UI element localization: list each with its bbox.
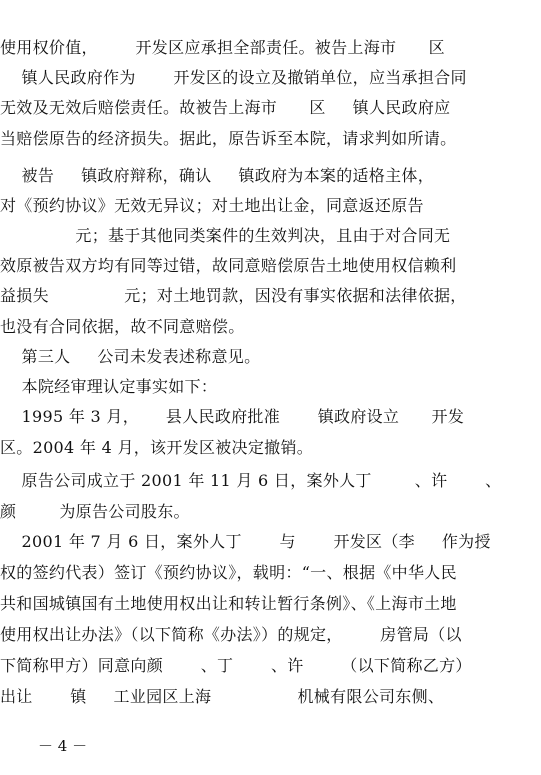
body-line-9: 益损失 元；对土地罚款，因没有事实依据和法律依据，: [0, 286, 467, 305]
body-line-22: 出让 镇 工业园区上海 机械有限公司东侧、: [0, 687, 445, 706]
body-line-16: 颜 为原告公司股东。: [0, 502, 190, 521]
body-line-6: 对《预约协议》无效无异议；对土地出让金，同意返还原告: [0, 196, 424, 215]
body-line-20: 使用权出让办法》（以下简称《办法》）的规定， 房管局（以: [0, 625, 462, 644]
body-line-1: 使用权价值， 开发区应承担全部责任。被告上海市 区: [0, 38, 445, 57]
page-number: － 4 －: [38, 737, 88, 755]
body-line-11: 第三人 公司未发表述称意见。: [0, 347, 261, 366]
body-line-12: 本院经审理认定事实如下：: [0, 377, 218, 396]
body-line-7: 元；基于其他同类案件的生效判决，且由于对合同无: [0, 226, 451, 245]
body-line-10: 也没有合同依据，故不同意赔偿。: [0, 317, 245, 336]
body-line-14: 区。2004 年 4 月，该开发区被决定撤销。: [0, 438, 314, 457]
body-line-15: 原告公司成立于 2001 年 11 月 6 日，案外人丁 、许 、: [0, 471, 502, 490]
body-line-21: 下简称甲方）同意向颜 、丁 、许 （以下简称乙方）: [0, 656, 472, 675]
body-line-18: 权的签约代表）签订《预约协议》，载明：“一、根据《中华人民: [0, 563, 457, 582]
body-line-3: 无效及无效后赔偿责任。故被告上海市 区 镇人民政府应: [0, 98, 451, 117]
body-line-19: 共和国城镇国有土地使用权出让和转让暂行条例》、《上海市土地: [0, 594, 457, 613]
body-line-8: 效原被告双方均有同等过错，故同意赔偿原告土地使用权信赖利: [0, 256, 457, 275]
body-line-17: 2001 年 7 月 6 日，案外人丁 与 开发区（李 作为授: [0, 532, 491, 551]
body-line-5: 被告 镇政府辩称，确认 镇政府为本案的适格主体，: [0, 166, 435, 185]
body-line-2: 镇人民政府作为 开发区的设立及撤销单位，应当承担合同: [0, 68, 467, 87]
body-line-4: 当赔偿原告的经济损失。据此，原告诉至本院，请求判如所请。: [0, 129, 457, 148]
body-line-13: 1995 年 3 月， 县人民政府批准 镇政府设立 开发: [0, 407, 465, 426]
